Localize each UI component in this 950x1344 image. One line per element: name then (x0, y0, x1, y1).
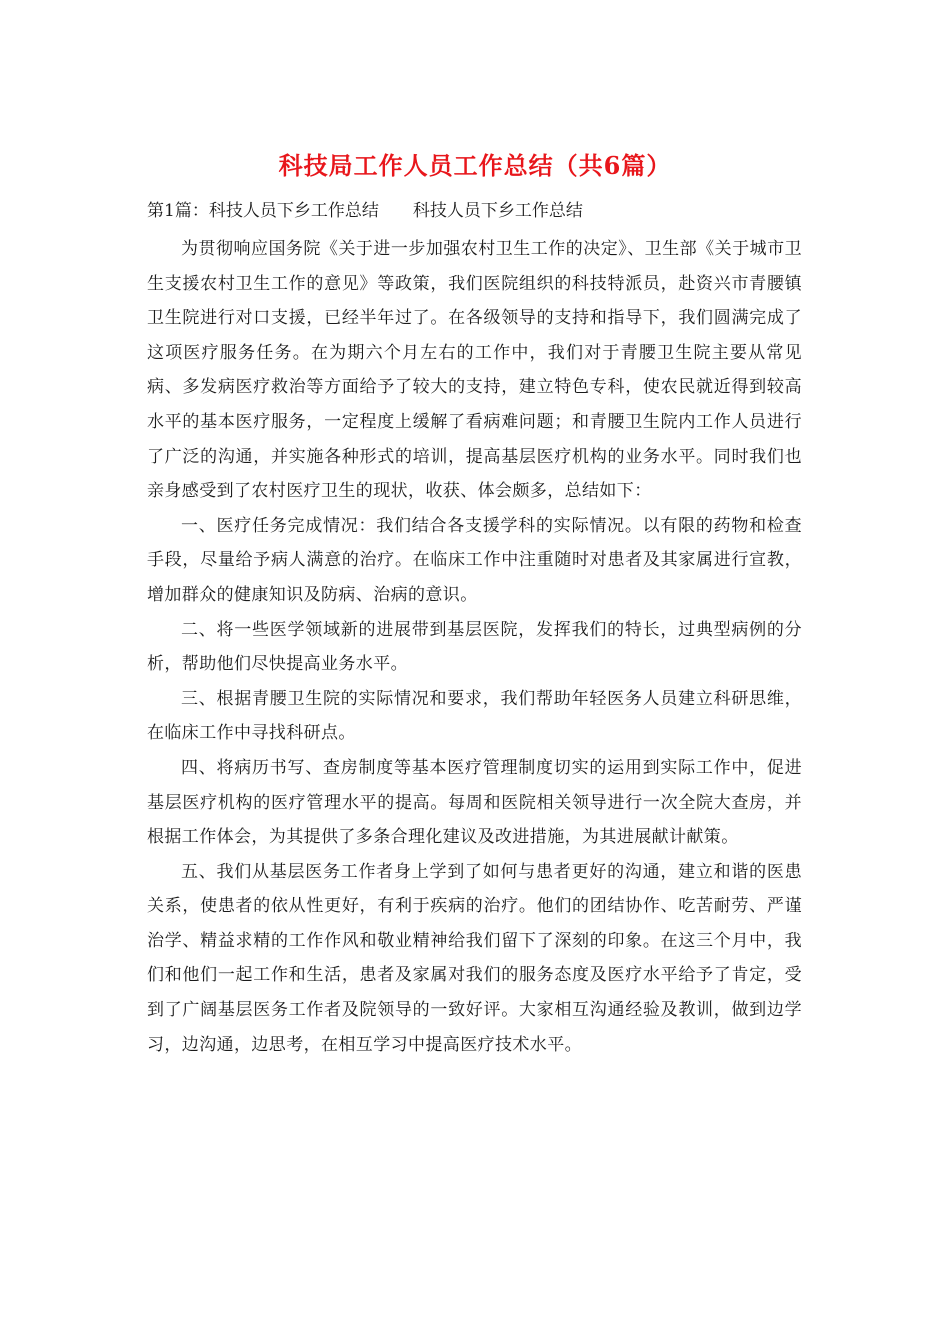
paragraph-intro: 为贯彻响应国务院《关于进一步加强农村卫生工作的决定》、卫生部《关于城市卫生支援农村卫生工作的意见》等政策，我们医院组织的科技特派员，赴资兴市青腰镇卫生院进行对口支援，已经半年过了。在各级领导的支持和指导下，我们圆满完成了这项医疗服务任务。在为期六个月左右的工作中，我们对于青腰卫生院主要从常见病、多发病医疗救治等方面给予了较大的支持，建立特色专科，使农民就近得到较高水平的基本医疗服务，一定程度上缓解了看病难问题；和青腰卫生院内工作人员进行了广泛的沟通，并实施各种形式的培训，提高基层医疗机构的业务水平。同时我们也亲身感受到了农村医疗卫生的现状，收获、体会颇多，总结如下： (147, 239, 802, 502)
section-heading-repeat: 科技人员下乡工作总结 (412, 201, 583, 221)
section-heading-label: 第1篇：科技人员下乡工作总结 (147, 201, 379, 221)
document-title: 科技局工作人员工作总结（共6篇） (278, 151, 672, 180)
section-heading (147, 198, 583, 224)
document-body (147, 232, 802, 1062)
paragraph-item-5: 五、我们从基层医务工作者身上学到了如何与患者更好的沟通，建立和谐的医患关系，使患者的依从性更好，有利于疾病的治疗。他们的团结协作、吃苦耐劳、严谨治学、精益求精的工作作风和敬业精神给我们留下了深刻的印象。在这三个月中，我们和他们一起工作和生活，患者及家属对我们的服务态度及医疗水平给予了肯定，受到了广阔基层医务工作者及院领导的一致好评。大家相互沟通经验及教训，做到边学习，边沟通，边思考，在相互学习中提高医疗技术水平。 (147, 861, 802, 1055)
paragraph-item-1: 一、医疗任务完成情况：我们结合各支援学科的实际情况。以有限的药物和检查手段，尽量给予病人满意的治疗。在临床工作中注重随时对患者及其家属进行宣教，增加群众的健康知识及防病、治病的意识。 (147, 515, 802, 605)
paragraph-item-4: 四、将病历书写、查房制度等基本医疗管理制度切实的运用到实际工作中，促进基层医疗机构的医疗管理水平的提高。每周和医院相关领导进行一次全院大查房，并根据工作体会，为其提供了多条合理化建议及改进措施，为其进展献计献策。 (147, 757, 802, 848)
paragraph-item-2: 二、将一些医学领域新的进展带到基层医院，发挥我们的特长，过典型病例的分析，帮助他们尽快提高业务水平。 (147, 619, 802, 675)
paragraph-item-3: 三、根据青腰卫生院的实际情况和要求，我们帮助年轻医务人员建立科研思维，在临床工作中寻找科研点。 (147, 688, 802, 744)
